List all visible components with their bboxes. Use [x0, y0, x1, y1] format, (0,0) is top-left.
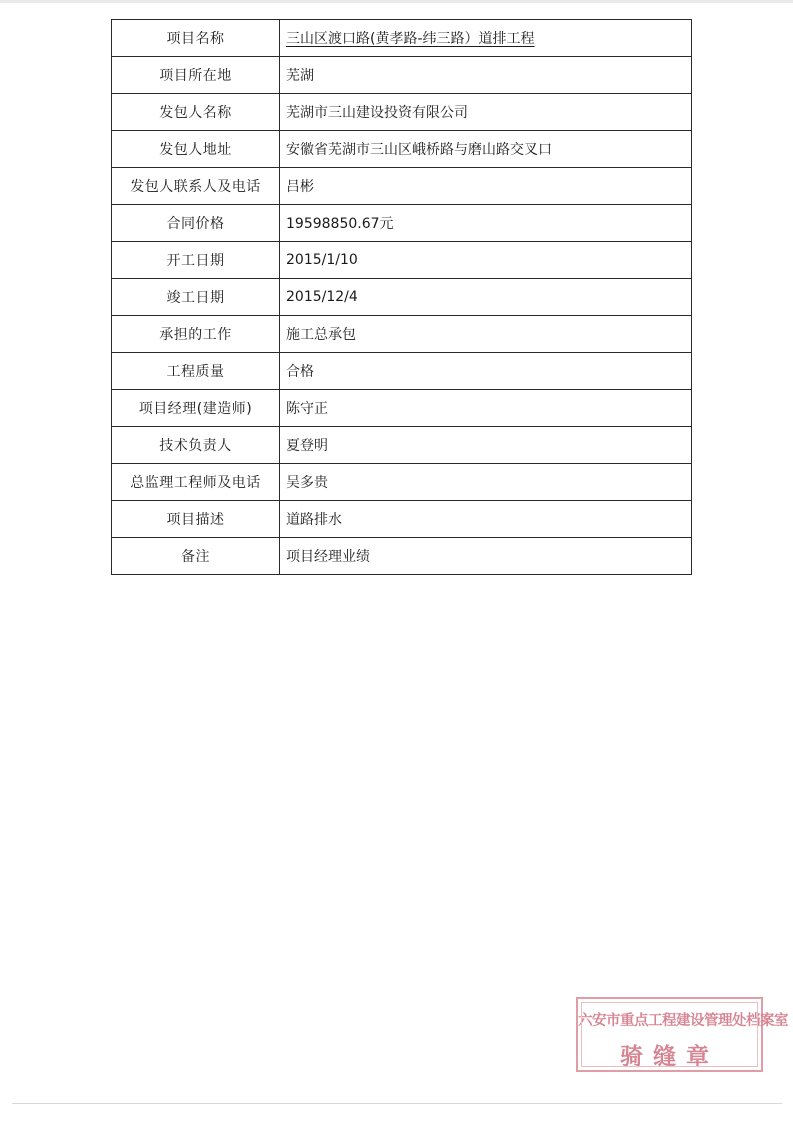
row-value: 2015/1/10	[280, 242, 692, 279]
row-value: 19598850.67元	[280, 205, 692, 242]
stamp-title-text: 骑缝章	[620, 1043, 719, 1070]
table-row	[112, 538, 692, 575]
row-value: 吴多贵	[280, 464, 692, 501]
row-label: 项目经理(建造师)	[112, 390, 280, 427]
row-label: 项目名称	[112, 20, 280, 57]
row-label: 工程质量	[112, 353, 280, 390]
project-info-table	[111, 19, 692, 575]
row-value: 陈守正	[280, 390, 692, 427]
row-label: 开工日期	[112, 242, 280, 279]
row-label: 发包人名称	[112, 94, 280, 131]
table-row	[112, 464, 692, 501]
table-row	[112, 205, 692, 242]
row-value: 安徽省芜湖市三山区峨桥路与磨山路交叉口	[280, 131, 692, 168]
row-label: 技术负责人	[112, 427, 280, 464]
row-value: 项目经理业绩	[280, 538, 692, 575]
seam-seal-stamp	[576, 997, 788, 1072]
table-row	[112, 353, 692, 390]
row-value: 合格	[280, 353, 692, 390]
row-label: 项目所在地	[112, 57, 280, 94]
row-label: 总监理工程师及电话	[112, 464, 280, 501]
stamp-organization-text: 六安市重点工程建设管理处档案室	[578, 1012, 788, 1029]
table-row	[112, 57, 692, 94]
row-label: 备注	[112, 538, 280, 575]
row-label: 项目描述	[112, 501, 280, 538]
table-row	[112, 20, 692, 57]
table-row	[112, 316, 692, 353]
table-row	[112, 279, 692, 316]
row-value: 夏登明	[280, 427, 692, 464]
row-label: 合同价格	[112, 205, 280, 242]
row-label: 发包人地址	[112, 131, 280, 168]
table-row	[112, 168, 692, 205]
row-value: 道路排水	[280, 501, 692, 538]
row-value: 吕彬	[280, 168, 692, 205]
table-row	[112, 94, 692, 131]
table-row	[112, 242, 692, 279]
table-row	[112, 501, 692, 538]
table-row	[112, 390, 692, 427]
page-bottom-divider	[12, 1103, 782, 1104]
row-label: 竣工日期	[112, 279, 280, 316]
table-row	[112, 427, 692, 464]
scan-edge	[0, 0, 793, 3]
table-row	[112, 131, 692, 168]
row-value: 芜湖市三山建设投资有限公司	[280, 94, 692, 131]
project-name-value: 三山区渡口路(黄孝路-纬三路）道排工程	[286, 31, 535, 47]
row-value: 施工总承包	[280, 316, 692, 353]
row-value: 芜湖	[280, 57, 692, 94]
row-value: 2015/12/4	[280, 279, 692, 316]
row-label: 承担的工作	[112, 316, 280, 353]
row-label: 发包人联系人及电话	[112, 168, 280, 205]
row-value	[280, 20, 692, 57]
